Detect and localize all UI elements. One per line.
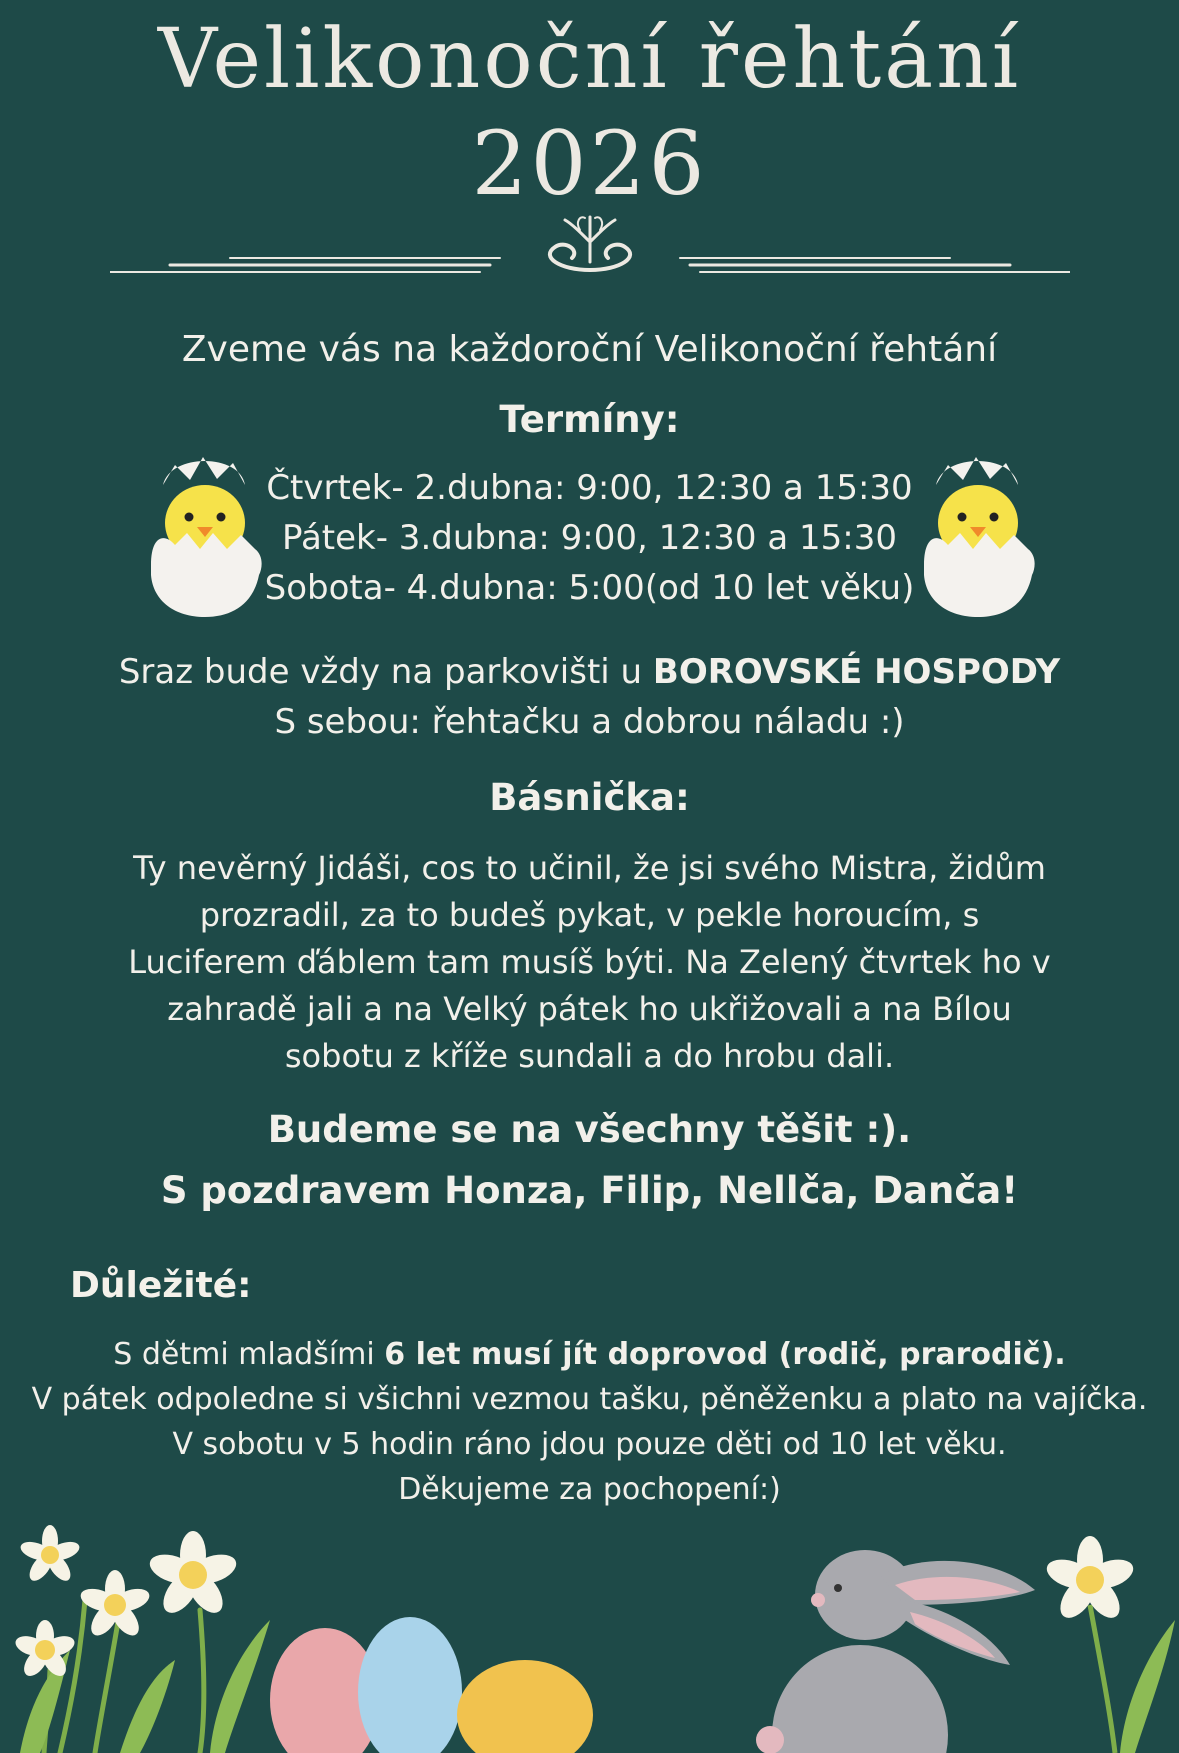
poem-line: Ty nevěrný Jidáši, cos to učinil, že jsi svého Mistra, židům <box>133 849 1046 887</box>
poem-line: Luciferem ďáblem tam musíš býti. Na Zelený čtvrtek ho v <box>128 943 1051 981</box>
poem-line: prozradil, za to budeš pykat, v pekle horoucím, s <box>199 896 980 934</box>
term-item-friday: Pátek- 3.dubna: 9:00, 12:30 a 15:30 <box>281 518 897 558</box>
chick-in-egg-icon <box>145 445 265 620</box>
bring-along: S sebou: řehtačku a dobrou náladu :) <box>274 702 905 742</box>
meeting-prefix: Sraz bude vždy na parkovišti u <box>118 652 653 692</box>
daffodil-icon <box>146 1531 240 1619</box>
meeting-point <box>0 652 1179 692</box>
important-line3: V sobotu v 5 hodin ráno jdou pouze děti od 10 let věku. <box>172 1427 1007 1462</box>
meeting-place: BOROVSKÉ HOSPODY <box>652 652 1061 692</box>
poem-line: zahradě jali a na Velký pátek ho ukřižovali a na Bílou <box>167 990 1012 1028</box>
poster-title-year: 2026 <box>471 112 708 215</box>
important-line4: Děkujeme za pochopení:) <box>398 1472 781 1507</box>
intro-text: Zveme vás na každoroční Velikonoční řehtání <box>181 329 998 370</box>
poem-line: sobotu z kříže sundali a do hrobu dali. <box>284 1037 895 1075</box>
poem-heading: Básnička: <box>489 776 690 819</box>
bunny-icon <box>756 1550 1035 1753</box>
easter-egg-icon <box>358 1617 462 1753</box>
ornament-icon <box>110 212 1070 282</box>
daffodil-icon <box>18 1525 81 1585</box>
important-line1-bold: 6 let musí jít doprovod (rodič, prarodič). <box>384 1337 1066 1372</box>
easter-egg-icon <box>457 1660 593 1753</box>
poem-text <box>125 845 1054 1080</box>
term-item-thursday: Čtvrtek- 2.dubna: 9:00, 12:30 a 15:30 <box>266 468 913 508</box>
terms-heading: Termíny: <box>499 398 680 441</box>
closing-line1: Budeme se na všechny těšit :). <box>267 1108 912 1151</box>
important-line1 <box>0 1335 1179 1375</box>
bottom-decoration <box>0 1500 1179 1753</box>
closing-line2: S pozdravem Honza, Filip, Nellča, Danča! <box>160 1169 1019 1212</box>
important-line2: V pátek odpoledne si všichni vezmou tašku, pěněženku a plato na vajíčka. <box>31 1382 1148 1417</box>
important-heading: Důležité: <box>70 1265 252 1306</box>
poster-title-line1: Velikonoční řehtání <box>157 12 1022 107</box>
term-item-saturday: Sobota- 4.dubna: 5:00(od 10 let věku) <box>264 568 915 608</box>
chick-in-egg-icon <box>918 445 1038 620</box>
important-line1-prefix: S dětmi mladšími <box>113 1337 385 1372</box>
daffodil-icon <box>13 1620 77 1680</box>
